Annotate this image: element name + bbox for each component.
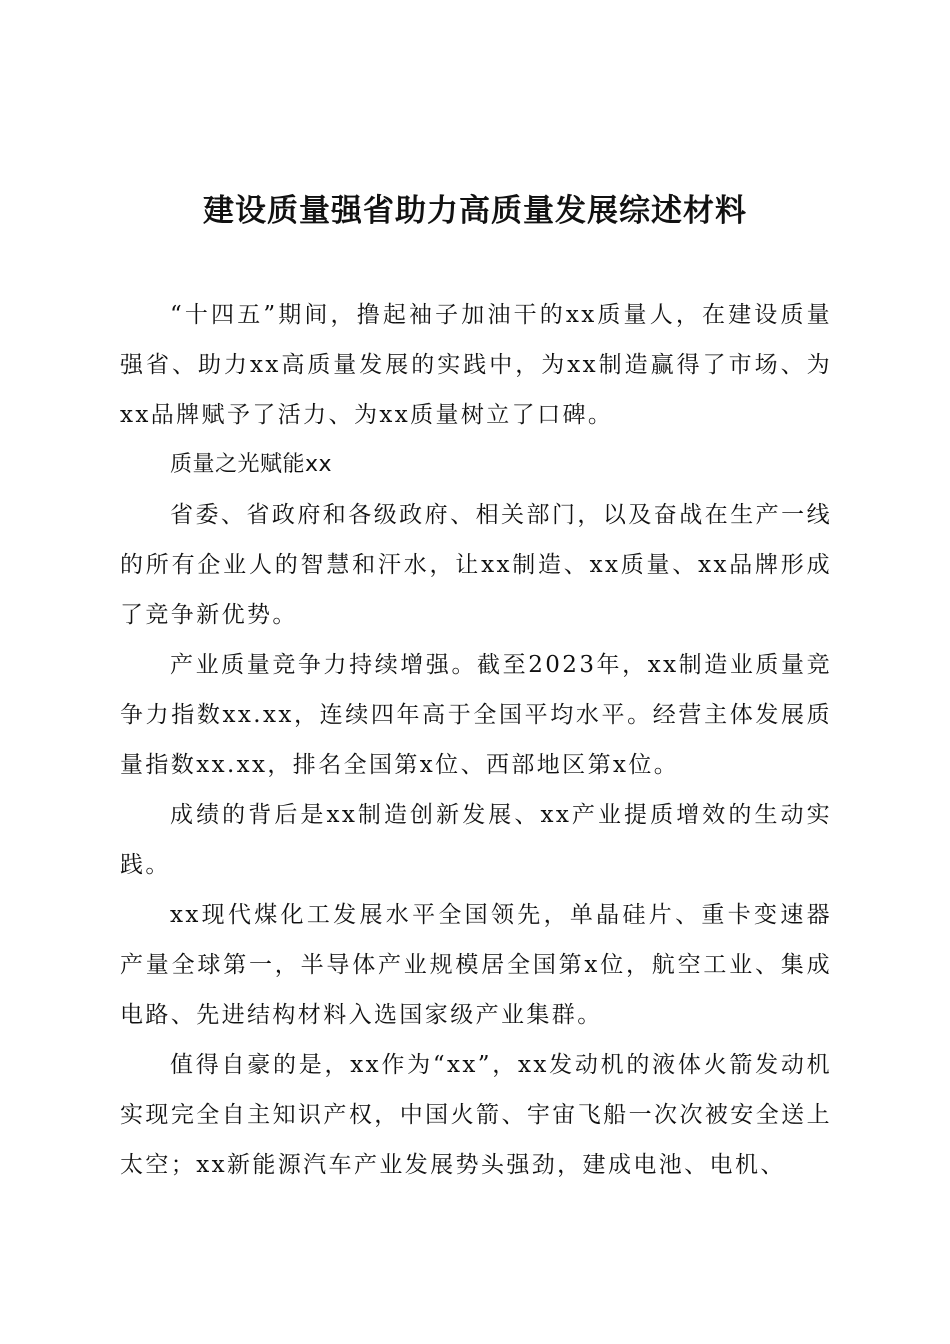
document-body <box>120 290 832 1190</box>
paragraph-competitive-advantage: 省委、省政府和各级政府、相关部门，以及奋战在生产一线的所有企业人的智慧和汗水，让xx制造、xx质量、xx品牌形成了竞争新优势。 <box>120 502 832 628</box>
paragraph-industry: xx现代煤化工发展水平全国领先，单晶硅片、重卡变速器产量全球第一，半导体产业规模居全国第x位，航空工业、集成电路、先进结构材料入选国家级产业集群。 <box>120 902 832 1028</box>
document-title: 建设质量强省助力高质量发展综述材料 <box>203 193 747 229</box>
paragraph-intro: “十四五”期间，撸起袖子加油干的xx质量人，在建设质量强省、助力xx高质量发展的实践中，为xx制造赢得了市场、为xx品牌赋予了活力、为xx质量树立了口碑。 <box>120 302 832 428</box>
paragraph-aerospace: 值得自豪的是，xx作为“xx”，xx发动机的液体火箭发动机实现完全自主知识产权，中国火箭、宇宙飞船一次次被安全送上太空；xx新能源汽车产业发展势头强劲，建成电池、电机、 <box>120 1052 832 1178</box>
paragraph-practice: 成绩的背后是xx制造创新发展、xx产业提质增效的生动实践。 <box>120 802 832 878</box>
paragraph-quality-index: 产业质量竞争力持续增强。截至2023年，xx制造业质量竞争力指数xx.xx，连续四年高于全国平均水平。经营主体发展质量指数xx.xx，排名全国第x位、西部地区第x位。 <box>120 652 832 778</box>
section-heading: 质量之光赋能xx <box>170 452 333 477</box>
